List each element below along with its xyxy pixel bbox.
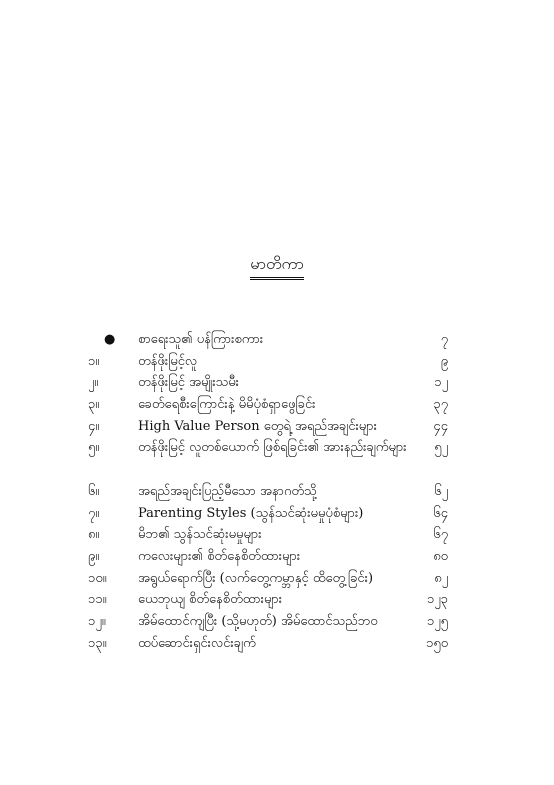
toc-title: မာတိကာ (250, 253, 304, 280)
entry-page: ၃၇ (433, 397, 448, 413)
entry-page: ၈၂ (434, 570, 448, 586)
entry-title: တန်ဖိုးမြင့် လူတစ်ယောက် ဖြစ်ရခြင်း၏ အားနည်းချက်များ (138, 440, 407, 456)
toc-entry[interactable] (88, 590, 448, 612)
entry-title: စာရေးသူ၏ ပန်ကြားစကား (138, 332, 264, 347)
entry-title: High Value Person တွေရဲ့ အရည်အချင်းများ (138, 418, 377, 434)
entry-number: ၁၀။ (88, 570, 107, 586)
toc-entry[interactable] (88, 634, 448, 656)
entry-number: ၄။ (88, 418, 100, 434)
entry-page: ၆၄ (433, 505, 448, 521)
entry-title: တန်ဖိုးမြင့်လူ (138, 353, 198, 369)
entry-number: ၂။ (88, 375, 99, 391)
toc-entry[interactable] (88, 438, 448, 481)
toc-title-wrap (0, 253, 554, 280)
entry-page: ၅၂ (434, 440, 448, 456)
entry-title: မိဘ၏ သွန်သင်ဆုံးမမှုများ (138, 527, 262, 543)
entry-title: ခေတ်ရေစီးကြောင်းနဲ့ မိမိပုံစံရှာဖွေခြင်း (138, 397, 316, 413)
toc-entry[interactable] (88, 525, 448, 547)
toc-entry[interactable] (88, 373, 448, 395)
entry-page: ၄၄ (433, 418, 448, 434)
entry-number: ၃။ (88, 397, 100, 413)
toc-entry[interactable] (88, 547, 448, 569)
entry-number: ၁။ (88, 353, 100, 369)
entry-page: ၆၂ (434, 483, 448, 499)
entry-number: ၆။ (88, 483, 100, 499)
table-of-contents (88, 330, 448, 655)
toc-entry[interactable] (88, 395, 448, 417)
entry-title: အိမ်ထောင်ကျပြီး (သို့မဟုတ်) အိမ်ထောင်သည်ဘဝ (138, 613, 378, 629)
toc-entry[interactable] (88, 612, 448, 634)
entry-number: ၅။ (88, 440, 100, 456)
entry-page: ၆၇ (433, 527, 448, 543)
entry-page: ၈၀ (433, 548, 448, 564)
entry-page: ၁၂၃ (426, 592, 448, 608)
entry-number: ၁၃။ (88, 635, 107, 651)
toc-entry[interactable] (88, 504, 448, 526)
entry-number: ၈။ (88, 527, 100, 543)
entry-title: တန်ဖိုးမြင့် အမျိုးသမီး (138, 375, 239, 391)
entry-number: ၁၂။ (88, 613, 106, 629)
toc-entry[interactable] (88, 417, 448, 439)
entry-title: ကလေးများ၏ စိတ်နေစိတ်ထားများ (138, 548, 301, 564)
toc-entry[interactable] (88, 330, 448, 352)
entry-title: ထပ်ဆောင်းရှင်းလင်းချက် (138, 635, 256, 651)
entry-page: ၁၂ (434, 375, 448, 391)
entry-title: ယေဘုယျ စိတ်နေစိတ်ထားများ (138, 592, 283, 608)
toc-entry[interactable] (88, 352, 448, 374)
entry-number: ၉။ (88, 548, 100, 564)
toc-entry[interactable] (88, 569, 448, 591)
entry-title: Parenting Styles (သွန်သင်ဆုံးမမှုပုံစံများ) (138, 505, 364, 521)
entry-page: ၁၂၅ (426, 613, 448, 629)
entry-page: ၉ (440, 353, 448, 369)
entry-page: ၁၅၀ (426, 635, 448, 651)
entry-title: အရည်အချင်းပြည့်မီသော အနာဂတ်သို့ (138, 483, 317, 499)
entry-title: အရွယ်ရောက်ပြီး (လက်တွေ့ကမ္ဘာနှင့် ထိတွေ့ခြင်း) (138, 570, 374, 586)
entry-number: ၁၁။ (88, 592, 107, 608)
bullet-icon: ● (104, 332, 116, 347)
entry-page: ၇ (440, 332, 448, 347)
toc-entry[interactable] (88, 482, 448, 504)
entry-number: ၇။ (88, 505, 100, 521)
